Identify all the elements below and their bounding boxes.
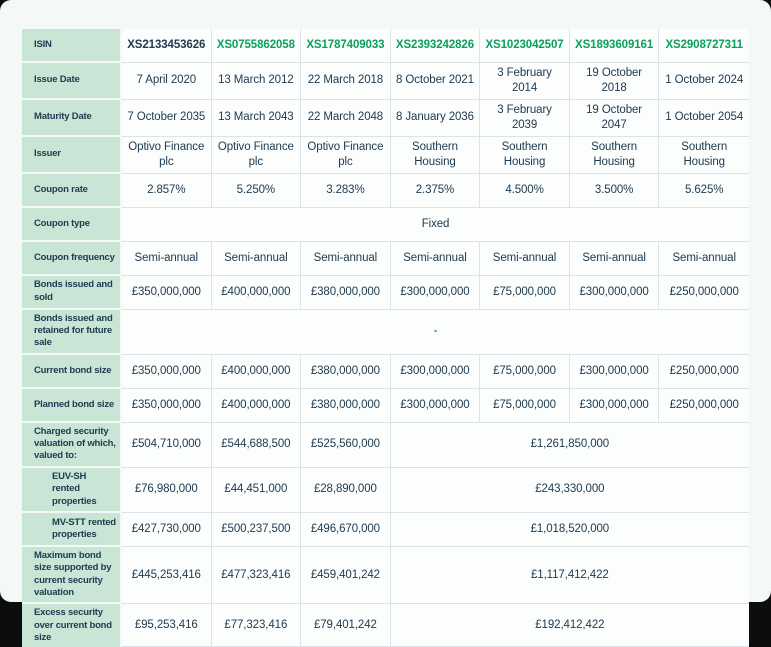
issue-date-value: 7 April 2020 [122,63,212,100]
coupon-rate-value: 2.857% [122,174,212,208]
bonds-issued-sold-value: £300,000,000 [570,276,660,310]
excess-security-value: £95,253,416 [122,604,212,647]
current-bond-size-value: £350,000,000 [122,355,212,389]
row-maturity-date [22,100,749,137]
row-issuer [22,137,749,174]
maturity-date-value: 22 March 2048 [301,100,391,137]
coupon-frequency-value: Semi-annual [212,242,302,276]
row-coupon-rate [22,174,749,208]
issue-date-value: 8 October 2021 [391,63,481,100]
coupon-frequency-value: Semi-annual [301,242,391,276]
planned-bond-size-value: £300,000,000 [570,389,660,423]
maturity-date-value: 3 February 2039 [480,100,570,137]
current-bond-size-value: £75,000,000 [480,355,570,389]
issuer-value: Optivo Finance plc [212,137,302,174]
maturity-date-value: 8 January 2036 [391,100,481,137]
row-coupon-frequency [22,242,749,276]
row-label-maturity-date: Maturity Date [22,100,122,137]
coupon-rate-value: 4.500% [480,174,570,208]
coupon-frequency-value: Semi-annual [480,242,570,276]
row-label-euv-sh: EUV-SH rented properties [22,468,122,513]
issue-date-value: 3 February 2014 [480,63,570,100]
maturity-date-value: 19 October 2047 [570,100,660,137]
mv-stt-value: £496,670,000 [301,513,391,547]
row-euv-sh-rented-properties [22,468,749,513]
row-label-charged-security-valuation: Charged security valuation of which, valued to: [22,423,122,468]
row-coupon-type [22,208,749,242]
coupon-rate-value: 3.283% [301,174,391,208]
row-label-mv-stt: MV-STT rented properties [22,513,122,547]
row-label-bonds-issued-sold: Bonds issued and sold [22,276,122,310]
bonds-issued-sold-value: £300,000,000 [391,276,481,310]
bonds-issued-sold-value: £75,000,000 [480,276,570,310]
charged-security-combined-value: £1,261,850,000 [391,423,749,468]
issuer-value: Southern Housing [391,137,481,174]
coupon-frequency-value: Semi-annual [391,242,481,276]
bond-comparison-table [22,29,749,647]
bonds-issued-sold-value: £350,000,000 [122,276,212,310]
euv-sh-combined-value: £243,330,000 [391,468,749,513]
isin-value: XS2133453626 [122,29,212,63]
euv-sh-value: £76,980,000 [122,468,212,513]
row-charged-security-valuation [22,423,749,468]
excess-security-value: £77,323,416 [212,604,302,647]
current-bond-size-value: £400,000,000 [212,355,302,389]
coupon-frequency-value: Semi-annual [659,242,749,276]
bonds-issued-sold-value: £250,000,000 [659,276,749,310]
issue-date-value: 1 October 2024 [659,63,749,100]
excess-security-combined-value: £192,412,422 [391,604,749,647]
row-excess-security [22,604,749,647]
row-bonds-retained [22,310,749,355]
euv-sh-value: £44,451,000 [212,468,302,513]
row-label-excess-security: Excess security over current bond size [22,604,122,647]
row-isin [22,29,749,63]
maturity-date-value: 13 March 2043 [212,100,302,137]
row-planned-bond-size [22,389,749,423]
planned-bond-size-value: £380,000,000 [301,389,391,423]
planned-bond-size-value: £400,000,000 [212,389,302,423]
row-mv-stt-rented-properties [22,513,749,547]
maturity-date-value: 1 October 2054 [659,100,749,137]
row-label-issuer: Issuer [22,137,122,174]
row-label-maximum-bond-size: Maximum bond size supported by current security valuation [22,547,122,604]
bonds-issued-sold-value: £400,000,000 [212,276,302,310]
row-current-bond-size [22,355,749,389]
current-bond-size-value: £300,000,000 [391,355,481,389]
issuer-value: Optivo Finance plc [122,137,212,174]
issuer-value: Southern Housing [570,137,660,174]
isin-value: XS2393242826 [391,29,481,63]
row-label-coupon-frequency: Coupon frequency [22,242,122,276]
mv-stt-value: £427,730,000 [122,513,212,547]
isin-value: XS1787409033 [301,29,391,63]
isin-value: XS0755862058 [212,29,302,63]
coupon-rate-value: 3.500% [570,174,660,208]
mv-stt-value: £500,237,500 [212,513,302,547]
coupon-rate-value: 2.375% [391,174,481,208]
isin-value: XS2908727311 [659,29,749,63]
bonds-retained-value: - [122,310,749,355]
row-issue-date [22,63,749,100]
maturity-date-value: 7 October 2035 [122,100,212,137]
coupon-frequency-value: Semi-annual [122,242,212,276]
row-label-current-bond-size: Current bond size [22,355,122,389]
coupon-type-value: Fixed [122,208,749,242]
coupon-rate-value: 5.250% [212,174,302,208]
issuer-value: Optivo Finance plc [301,137,391,174]
planned-bond-size-value: £75,000,000 [480,389,570,423]
issue-date-value: 22 March 2018 [301,63,391,100]
row-label-planned-bond-size: Planned bond size [22,389,122,423]
current-bond-size-value: £250,000,000 [659,355,749,389]
euv-sh-value: £28,890,000 [301,468,391,513]
charged-security-value: £525,560,000 [301,423,391,468]
maximum-bond-size-combined-value: £1,117,412,422 [391,547,749,604]
row-maximum-bond-size [22,547,749,604]
issue-date-value: 13 March 2012 [212,63,302,100]
row-bonds-issued-sold [22,276,749,310]
issuer-value: Southern Housing [659,137,749,174]
mv-stt-combined-value: £1,018,520,000 [391,513,749,547]
coupon-rate-value: 5.625% [659,174,749,208]
charged-security-value: £544,688,500 [212,423,302,468]
row-label-bonds-retained: Bonds issued and retained for future sale [22,310,122,355]
planned-bond-size-value: £350,000,000 [122,389,212,423]
maximum-bond-size-value: £477,323,416 [212,547,302,604]
issue-date-value: 19 October 2018 [570,63,660,100]
row-label-coupon-type: Coupon type [22,208,122,242]
row-label-isin: ISIN [22,29,122,63]
isin-value: XS1023042507 [480,29,570,63]
excess-security-value: £79,401,242 [301,604,391,647]
coupon-frequency-value: Semi-annual [570,242,660,276]
row-label-issue-date: Issue Date [22,63,122,100]
maximum-bond-size-value: £459,401,242 [301,547,391,604]
row-label-coupon-rate: Coupon rate [22,174,122,208]
charged-security-value: £504,710,000 [122,423,212,468]
current-bond-size-value: £380,000,000 [301,355,391,389]
planned-bond-size-value: £250,000,000 [659,389,749,423]
maximum-bond-size-value: £445,253,416 [122,547,212,604]
issuer-value: Southern Housing [480,137,570,174]
bonds-issued-sold-value: £380,000,000 [301,276,391,310]
current-bond-size-value: £300,000,000 [570,355,660,389]
planned-bond-size-value: £300,000,000 [391,389,481,423]
isin-value: XS1893609161 [570,29,660,63]
